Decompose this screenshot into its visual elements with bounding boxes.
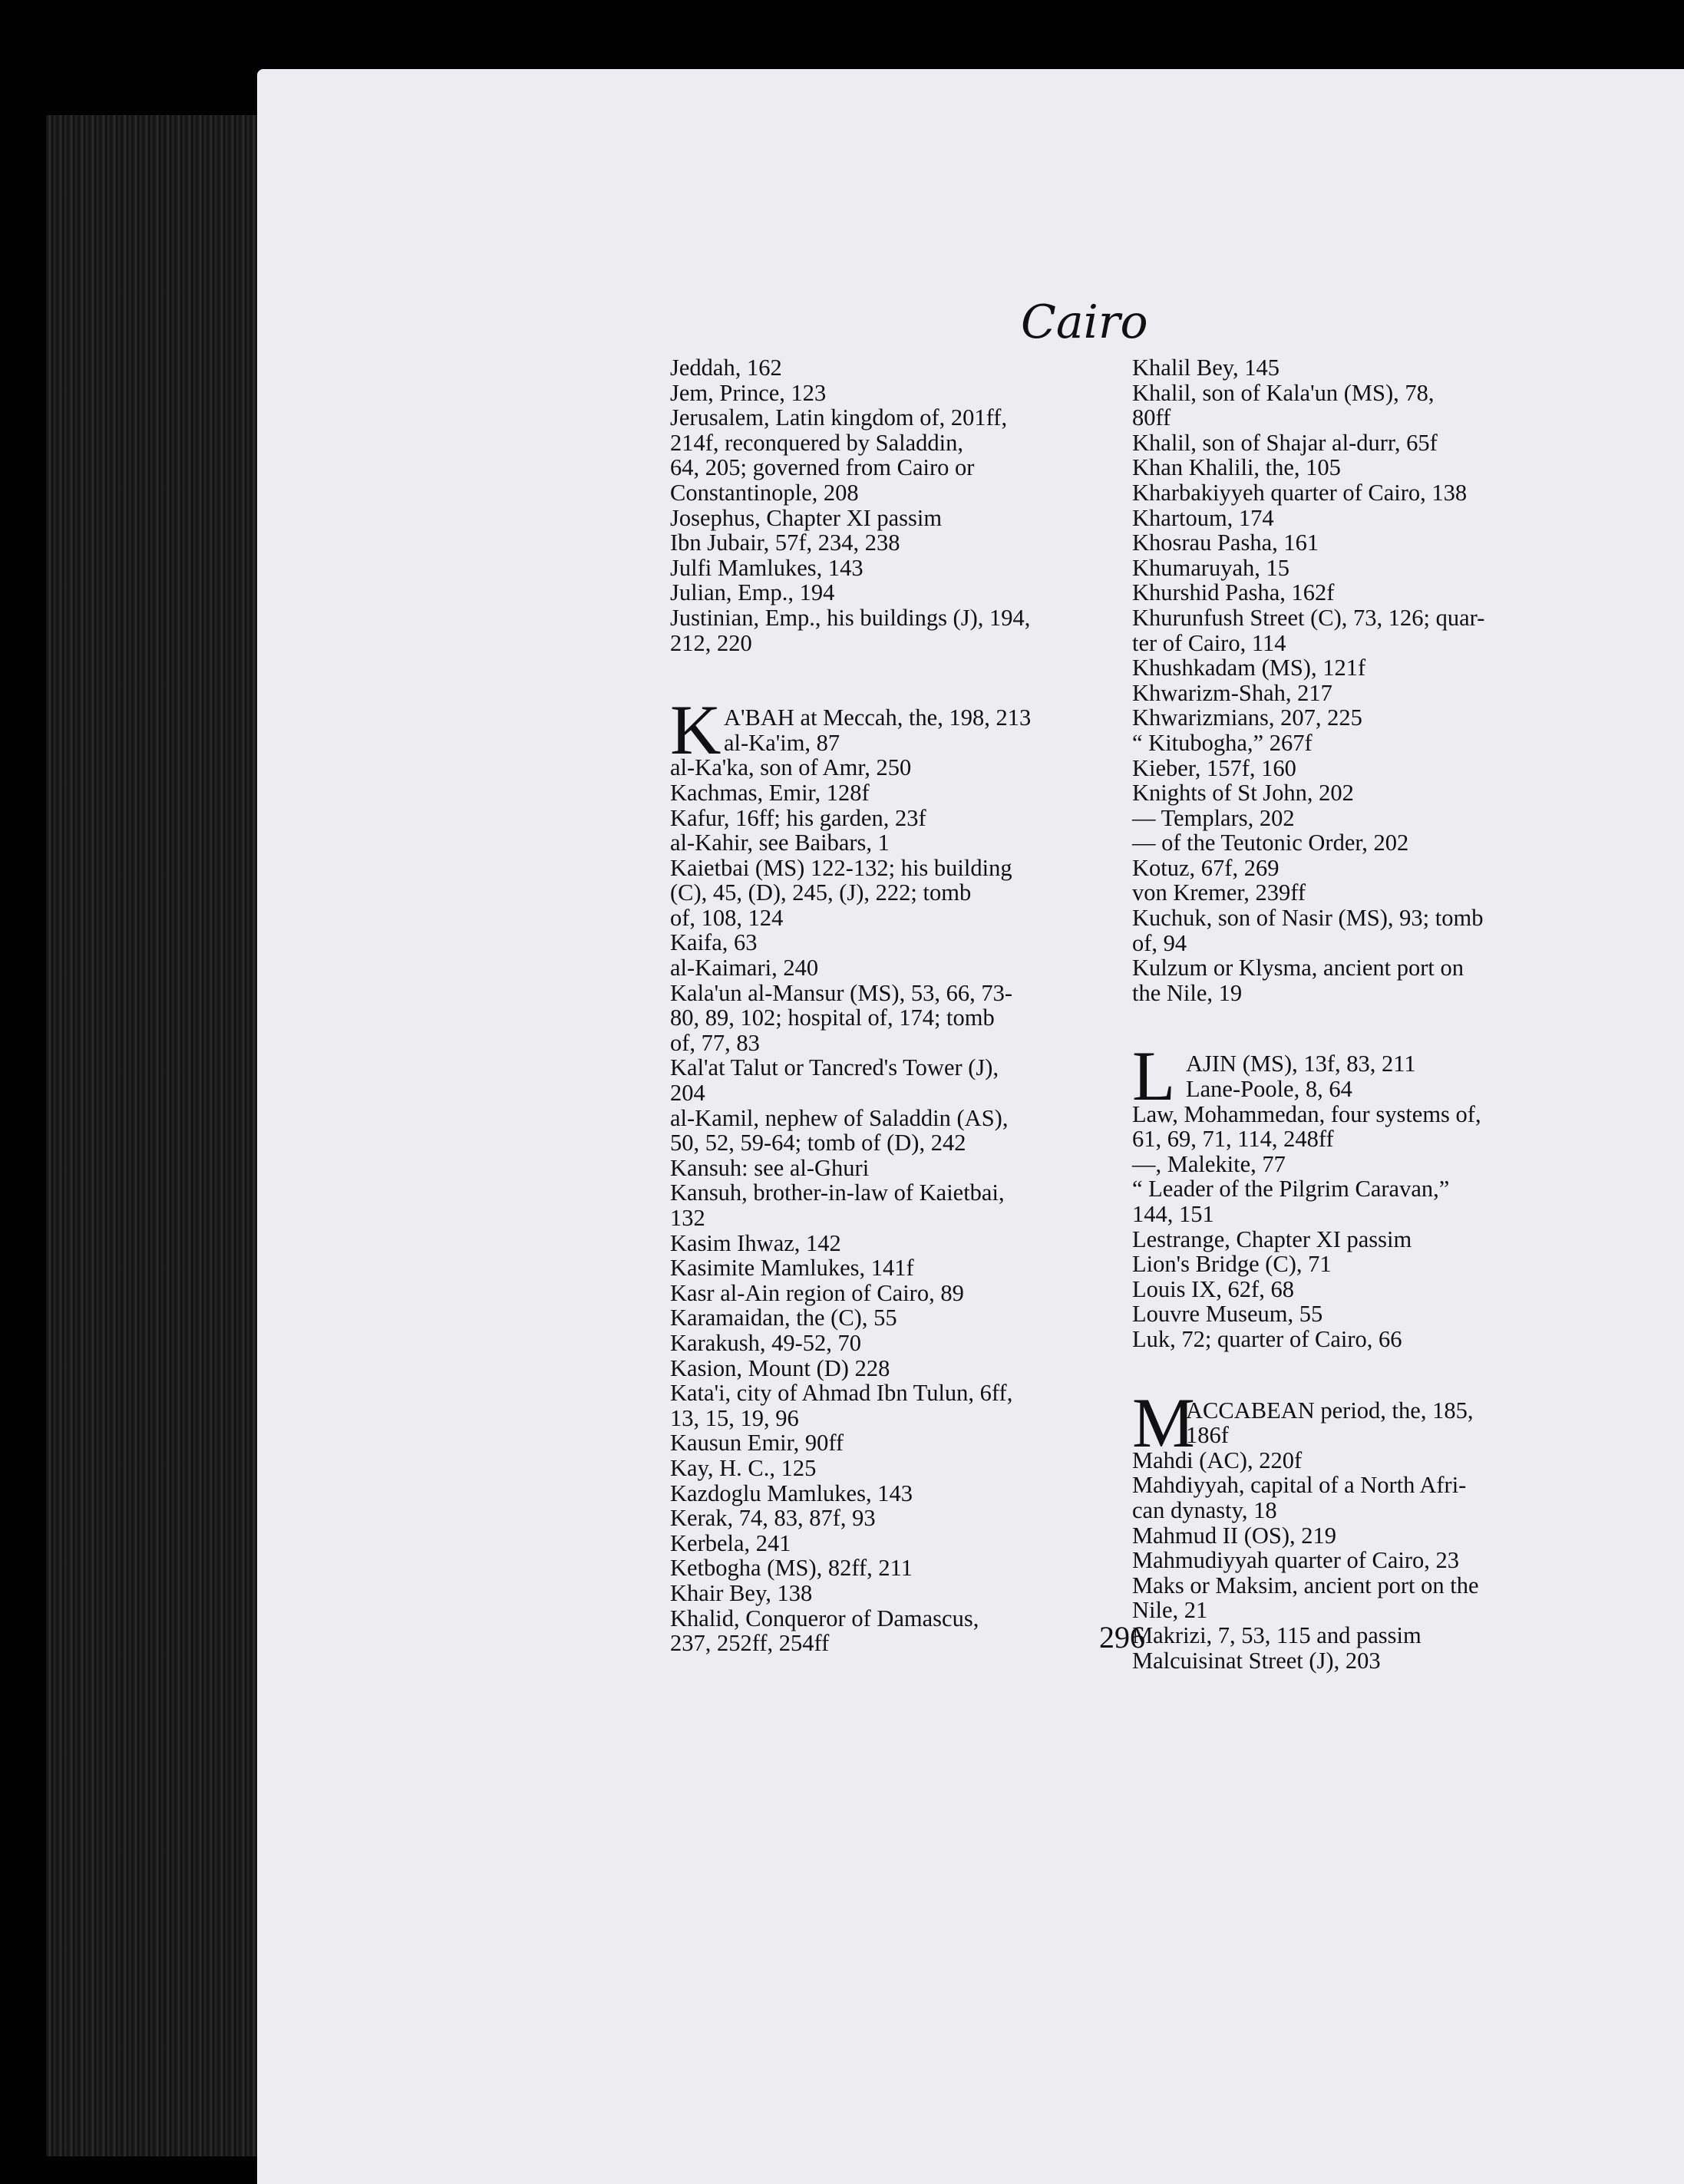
index-entry: ACCABEAN period, the, 185,: [1186, 1397, 1474, 1424]
index-entry: [1132, 455, 1562, 480]
index-entry: [670, 1356, 1131, 1381]
index-entry: [670, 1331, 1131, 1356]
index-entry: [670, 1581, 1131, 1606]
index-entry: [670, 1506, 1131, 1531]
index-entry: [1132, 556, 1562, 581]
index-entry-heading: Kansuh: see al-Ghuri: [670, 1154, 870, 1181]
index-entry-heading: Khalil, son of Shajar al-durr, 65f: [1132, 429, 1438, 456]
index-entry: [670, 1556, 1131, 1581]
index-entry: [1132, 1573, 1562, 1623]
index-entry-heading: Khwarizmians, 207, 225: [1132, 704, 1362, 731]
index-entry: [1132, 705, 1562, 731]
index-entry-continuation: 50, 52, 59-64; tomb of (D), 242: [670, 1130, 966, 1156]
index-entry: [670, 1531, 1131, 1556]
running-head: Cairo: [1021, 295, 1148, 349]
index-entry: [670, 405, 1131, 505]
index-entry: [1132, 1473, 1562, 1523]
index-entry-heading: Kasr al-Ain region of Cairo, 89: [670, 1279, 964, 1306]
index-entry-heading: Jem, Prince, 123: [670, 379, 827, 406]
index-entry: [670, 780, 1131, 806]
index-entry: 186f: [1186, 1422, 1229, 1449]
index-group-j: [670, 355, 1131, 655]
index-entry-heading: Kafur, 16ff; his garden, 23f: [670, 804, 926, 831]
index-entry: [670, 1255, 1131, 1281]
index-entry-heading: Justinian, Emp., his buildings (J), 194,: [670, 604, 1031, 631]
index-entry: [670, 1106, 1131, 1156]
index-entry: [1132, 1448, 1562, 1473]
index-entry-heading: Kazdoglu Mamlukes, 143: [670, 1480, 913, 1506]
index-entry-continuation: can dynasty, 18: [1132, 1496, 1277, 1523]
index-entry: [1132, 1523, 1562, 1549]
index-entry-heading: Kal'at Talut or Tancred's Tower (J),: [670, 1054, 999, 1081]
index-entry-continuation: of, 108, 124: [670, 904, 784, 931]
index-entry-heading: Kay, H. C., 125: [670, 1454, 817, 1481]
index-entry-continuation: 64, 205; governed from Cairo or: [670, 454, 975, 481]
index-group-k: [670, 755, 1131, 1655]
index-entry: [670, 830, 1131, 856]
index-entry: [670, 605, 1131, 655]
index-entry: [1132, 1327, 1562, 1352]
index-entry-heading: Kansuh, brother-in-law of Kaietbai,: [670, 1179, 1005, 1206]
index-entry: [670, 1305, 1131, 1331]
index-group-m: [1132, 1448, 1562, 1673]
index-entry-heading: Kausun Emir, 90ff: [670, 1430, 844, 1457]
index-entry: [1132, 1277, 1562, 1302]
index-entry-continuation: 204: [670, 1080, 705, 1107]
index-entry-heading: Mahmud II (OS), 219: [1132, 1522, 1336, 1549]
index-entry-heading: —, Malekite, 77: [1132, 1150, 1286, 1177]
index-entry-heading: Khurunfush Street (C), 73, 126; quar-: [1132, 604, 1485, 631]
index-entry: [1132, 1102, 1562, 1152]
index-entry-heading: Karamaidan, the (C), 55: [670, 1305, 897, 1331]
index-entry: A'BAH at Meccah, the, 198, 213: [724, 704, 1032, 731]
index-entry: [1132, 806, 1562, 831]
index-entry: [670, 1456, 1131, 1481]
index-entry-continuation: 80, 89, 102; hospital of, 174; tomb: [670, 1005, 995, 1031]
index-entry-heading: Mahdi (AC), 220f: [1132, 1447, 1303, 1473]
index-entry: [1132, 655, 1562, 681]
index-entry-heading: al-Ka'ka, son of Amr, 250: [670, 754, 912, 781]
index-entry-continuation: of, 94: [1132, 929, 1187, 956]
index-entry-heading: Khurshid Pasha, 162f: [1132, 579, 1335, 606]
index-entry: [1132, 480, 1562, 506]
index-entry-continuation: (C), 45, (D), 245, (J), 222; tomb: [670, 879, 972, 906]
index-entry-heading: Law, Mohammedan, four systems of,: [1132, 1100, 1481, 1127]
index-entry-heading: Ketbogha (MS), 82ff, 211: [670, 1555, 913, 1582]
index-entry: [1132, 681, 1562, 706]
index-entry-heading: Knights of St John, 202: [1132, 780, 1354, 807]
index-entry: [670, 1381, 1131, 1430]
index-entry-heading: Kuchuk, son of Nasir (MS), 93; tomb: [1132, 905, 1484, 932]
index-entry: [670, 981, 1131, 1056]
index-entry-heading: — Templars, 202: [1132, 804, 1295, 831]
index-entry: [1132, 1548, 1562, 1573]
index-entry: [1132, 355, 1562, 381]
index-entry: [1132, 506, 1562, 531]
index-entry-heading: al-Kamil, nephew of Saladdin (AS),: [670, 1104, 1009, 1131]
index-entry-heading: Kharbakiyyeh quarter of Cairo, 138: [1132, 479, 1468, 506]
index-entry: [670, 1055, 1131, 1105]
index-entry-continuation: 144, 151: [1132, 1201, 1214, 1227]
index-entry: [670, 556, 1131, 581]
index-entry: [1132, 731, 1562, 756]
index-entry: [670, 755, 1131, 780]
index-entry: [670, 930, 1131, 955]
index-entry-heading: Mahdiyyah, capital of a North Afri-: [1132, 1472, 1467, 1499]
index-group-k-cont: [1132, 355, 1562, 1005]
index-entry: [1132, 605, 1562, 655]
index-entry: [670, 1231, 1131, 1256]
index-entry-continuation: of, 77, 83: [670, 1029, 760, 1056]
dropcap-letter: K: [670, 691, 721, 770]
index-entry-heading: Lion's Bridge (C), 71: [1132, 1251, 1332, 1278]
dropcap-letter: M: [1132, 1383, 1195, 1462]
page-number: 296: [1099, 1620, 1145, 1654]
index-entry-heading: Jeddah, 162: [670, 355, 782, 381]
index-entry: [670, 806, 1131, 831]
index-entry-heading: Khosrau Pasha, 161: [1132, 530, 1319, 556]
index-entry: al-Ka'im, 87: [724, 729, 840, 756]
index-entry-continuation: 214f, reconquered by Saladdin,: [670, 429, 963, 456]
index-entry: [670, 381, 1131, 406]
index-entry: [1132, 381, 1562, 431]
index-entry: [1132, 1152, 1562, 1177]
index-entry: [1132, 1301, 1562, 1327]
index-entry: [1132, 955, 1562, 1005]
index-entry: [1132, 1648, 1562, 1674]
index-entry: [1132, 1227, 1562, 1252]
index-entry: [1132, 431, 1562, 456]
index-column-left: [670, 355, 1131, 1656]
index-entry: [1132, 1176, 1562, 1226]
index-entry: [670, 1481, 1131, 1506]
index-entry-heading: Khumaruyah, 15: [1132, 554, 1289, 581]
index-entry-heading: Jerusalem, Latin kingdom of, 201ff,: [670, 404, 1008, 431]
index-entry-continuation: 13, 15, 19, 96: [670, 1404, 799, 1431]
index-entry-heading: Kaifa, 63: [670, 929, 758, 956]
index-entry: [1132, 530, 1562, 556]
index-entry-continuation: 80ff: [1132, 404, 1171, 431]
index-entry-heading: Kasim Ihwaz, 142: [670, 1229, 841, 1256]
index-entry-continuation: the Nile, 19: [1132, 979, 1243, 1006]
index-entry-heading: Mahmudiyyah quarter of Cairo, 23: [1132, 1547, 1460, 1574]
book-page-edges: [46, 115, 261, 2156]
index-entry-heading: Khan Khalili, the, 105: [1132, 454, 1341, 481]
index-entry: AJIN (MS), 13f, 83, 211: [1186, 1051, 1416, 1077]
index-entry-heading: Khalid, Conqueror of Damascus,: [670, 1605, 979, 1631]
index-entry: [670, 1156, 1131, 1181]
index-entry-heading: Louis IX, 62f, 68: [1132, 1275, 1294, 1302]
index-entry-continuation: 237, 252ff, 254ff: [670, 1630, 830, 1657]
index-entry-heading: — of the Teutonic Order, 202: [1132, 830, 1409, 856]
index-entry-heading: Kieber, 157f, 160: [1132, 754, 1296, 781]
index-entry-heading: Makrizi, 7, 53, 115 and passim: [1132, 1622, 1421, 1648]
index-entry: [670, 1430, 1131, 1456]
index-entry-heading: Kachmas, Emir, 128f: [670, 779, 870, 806]
index-column-right: [1132, 355, 1562, 1673]
index-entry-heading: Josephus, Chapter XI passim: [670, 504, 943, 531]
index-entry-heading: Khwarizm-Shah, 217: [1132, 679, 1332, 706]
index-entry: [670, 1180, 1131, 1230]
index-entry: [1132, 580, 1562, 605]
index-entry-heading: Kaietbai (MS) 122-132; his building: [670, 854, 1012, 881]
index-entry: [670, 580, 1131, 605]
index-entry-heading: Julian, Emp., 194: [670, 579, 835, 606]
index-entry-heading: Khushkadam (MS), 121f: [1132, 655, 1366, 681]
index-entry-heading: Maks or Maksim, ancient port on the: [1132, 1572, 1479, 1598]
index-entry-heading: Julfi Mamlukes, 143: [670, 554, 863, 581]
index-entry: [670, 506, 1131, 531]
index-entry: [1132, 756, 1562, 781]
dropcap-letter: L: [1132, 1037, 1176, 1116]
index-entry-heading: al-Kahir, see Baibars, 1: [670, 830, 890, 856]
index-entry-heading: Khair Bey, 138: [670, 1579, 813, 1606]
index-entry-heading: Luk, 72; quarter of Cairo, 66: [1132, 1325, 1402, 1352]
index-entry: [1132, 906, 1562, 955]
index-entry-heading: Kasimite Mamlukes, 141f: [670, 1255, 914, 1282]
index-entry: [670, 355, 1131, 381]
index-entry-heading: Khartoum, 174: [1132, 504, 1274, 531]
index-entry: [670, 856, 1131, 931]
index-entry-heading: Kotuz, 67f, 269: [1132, 854, 1280, 881]
index-group-l: [1132, 1102, 1562, 1352]
index-entry-heading: Ibn Jubair, 57f, 234, 238: [670, 530, 900, 556]
index-entry: [670, 1281, 1131, 1306]
index-entry-continuation: ter of Cairo, 114: [1132, 629, 1286, 656]
index-entry-heading: al-Kaimari, 240: [670, 955, 819, 981]
index-entry-heading: “ Kitubogha,” 267f: [1132, 729, 1313, 756]
index-entry-continuation: 212, 220: [670, 629, 752, 656]
index-entry: [670, 530, 1131, 556]
index-entry-continuation: 61, 69, 71, 114, 248ff: [1132, 1126, 1334, 1153]
index-entry: Lane-Poole, 8, 64: [1186, 1076, 1352, 1103]
index-entry: [670, 955, 1131, 981]
index-entry: [670, 1606, 1131, 1656]
index-entry-heading: Louvre Museum, 55: [1132, 1301, 1323, 1328]
index-entry-heading: Khalil, son of Kala'un (MS), 78,: [1132, 379, 1435, 406]
index-entry-heading: Kata'i, city of Ahmad Ibn Tulun, 6ff,: [670, 1380, 1013, 1407]
index-entry-continuation: Nile, 21: [1132, 1597, 1208, 1624]
index-entry: [1132, 1252, 1562, 1277]
index-entry-heading: Khalil Bey, 145: [1132, 355, 1280, 381]
index-entry-heading: Lestrange, Chapter XI passim: [1132, 1226, 1412, 1252]
index-entry: [1132, 780, 1562, 806]
index-entry-heading: Kulzum or Klysma, ancient port on: [1132, 955, 1464, 981]
index-entry: [1132, 856, 1562, 881]
index-entry: [1132, 880, 1562, 906]
index-entry-continuation: Constantinople, 208: [670, 479, 859, 506]
index-entry-heading: von Kremer, 239ff: [1132, 879, 1306, 906]
index-entry-heading: Malcuisinat Street (J), 203: [1132, 1647, 1381, 1674]
index-entry-continuation: 132: [670, 1205, 705, 1231]
index-entry-heading: Kala'un al-Mansur (MS), 53, 66, 73-: [670, 979, 1012, 1006]
index-entry-heading: Karakush, 49-52, 70: [670, 1329, 862, 1356]
index-entry: [1132, 830, 1562, 856]
index-entry: [1132, 1623, 1562, 1648]
index-entry-heading: Kerak, 74, 83, 87f, 93: [670, 1505, 876, 1532]
index-entry-heading: “ Leader of the Pilgrim Caravan,”: [1132, 1176, 1450, 1203]
index-entry-heading: Kerbela, 241: [670, 1529, 791, 1556]
index-entry-heading: Kasion, Mount (D) 228: [670, 1354, 890, 1381]
